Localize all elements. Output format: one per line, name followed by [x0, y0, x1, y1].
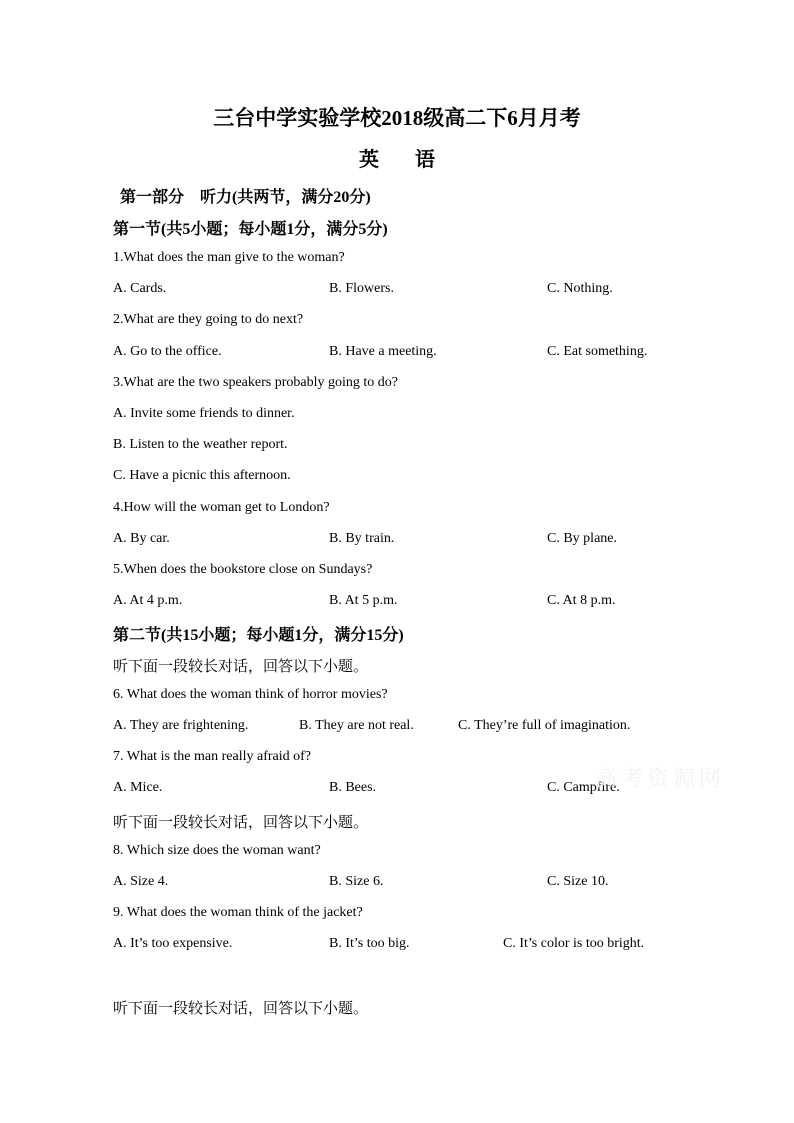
q2-option-b: B. Have a meeting.: [329, 344, 437, 359]
question-3: 3.What are the two speakers probably going to do?: [113, 375, 398, 390]
question-5: 5.When does the bookstore close on Sundays?: [113, 562, 373, 577]
question-7: 7. What is the man really afraid of?: [113, 749, 311, 764]
q5-option-b: B. At 5 p.m.: [329, 593, 398, 608]
q3-option-a: A. Invite some friends to dinner.: [113, 406, 295, 421]
listening-instruction: 听下面一段较长对话，回答以下小题。: [113, 657, 369, 675]
q2-option-a: A. Go to the office.: [113, 344, 222, 359]
q4-option-c: C. By plane.: [547, 531, 617, 546]
q7-option-b: B. Bees.: [329, 780, 377, 795]
q7-option-c: C. Campfire.: [547, 780, 620, 795]
exam-title: 三台中学实验学校2018级高二下6月月考: [213, 106, 581, 130]
q3-option-b: B. Listen to the weather report.: [113, 437, 288, 452]
section-two-heading: 第二节(共15小题；每小题1分，满分15分): [113, 627, 404, 644]
question-4: 4.How will the woman get to London?: [113, 500, 330, 515]
subject-char-1: 英: [359, 149, 379, 171]
question-2: 2.What are they going to do next?: [113, 312, 304, 327]
q5-option-a: A. At 4 p.m.: [113, 593, 183, 608]
q5-option-c: C. At 8 p.m.: [547, 593, 616, 608]
listening-instruction-2: 听下面一段较长对话，回答以下小题。: [113, 813, 369, 831]
q8-option-c: C. Size 10.: [547, 874, 609, 889]
q4-option-a: A. By car.: [113, 531, 170, 546]
question-9: 9. What does the woman think of the jacket?: [113, 905, 363, 920]
q7-option-a: A. Mice.: [113, 780, 163, 795]
q2-option-c: C. Eat something.: [547, 344, 648, 359]
watermark: 高考资源网: [595, 767, 726, 792]
question-1: 1.What does the man give to the woman?: [113, 250, 345, 265]
subject-heading: [0, 146, 794, 174]
q9-option-a: A. It’s too expensive.: [113, 936, 233, 951]
subject-char-2: 语: [415, 149, 435, 171]
q8-option-b: B. Size 6.: [329, 874, 384, 889]
q8-option-a: A. Size 4.: [113, 874, 169, 889]
q6-option-a: A. They are frightening.: [113, 718, 249, 733]
section-one-heading: 第一节(共5小题；每小题1分，满分5分): [113, 221, 388, 238]
q3-option-c: C. Have a picnic this afternoon.: [113, 468, 291, 483]
question-8: 8. Which size does the woman want?: [113, 843, 321, 858]
q1-option-a: A. Cards.: [113, 281, 167, 296]
question-6: 6. What does the woman think of horror movies?: [113, 687, 388, 702]
listening-instruction-3: 听下面一段较长对话，回答以下小题。: [113, 999, 369, 1017]
q6-option-b: B. They are not real.: [299, 718, 414, 733]
part-one-heading: 第一部分 听力(共两节，满分20分): [120, 189, 371, 206]
q4-option-b: B. By train.: [329, 531, 395, 546]
q9-option-b: B. It’s too big.: [329, 936, 410, 951]
q9-option-c: C. It’s color is too bright.: [503, 936, 645, 951]
q6-option-c: C. They’re full of imagination.: [458, 718, 631, 733]
q1-option-c: C. Nothing.: [547, 281, 613, 296]
q1-option-b: B. Flowers.: [329, 281, 394, 296]
